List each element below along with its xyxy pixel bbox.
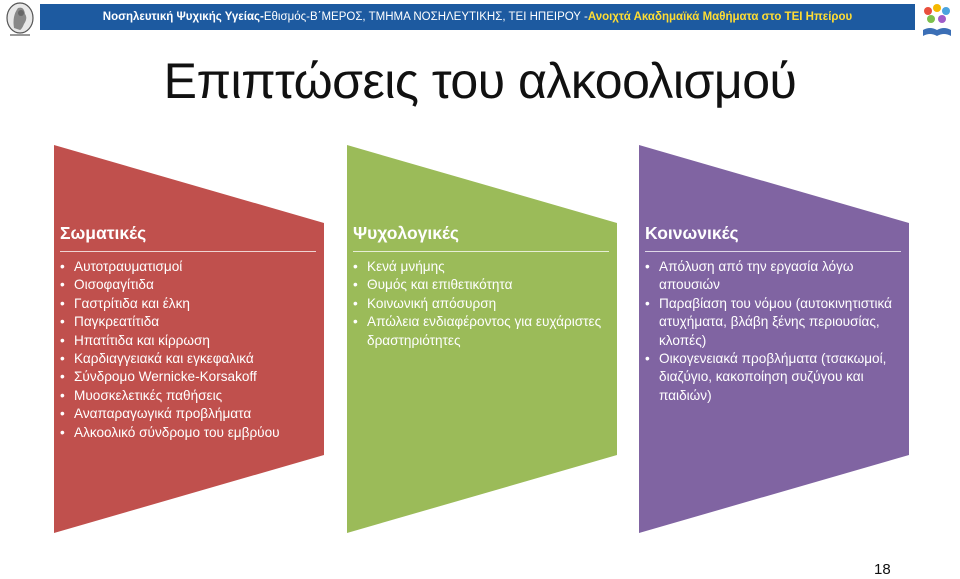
list-item: • Κενά μνήμης bbox=[353, 258, 609, 276]
list-item: • Αναπαραγωγικά προβλήματα bbox=[60, 405, 316, 423]
list-item: • Αλκοολικό σύνδρομο του εμβρύου bbox=[60, 424, 316, 442]
panel-psychological-heading: Ψυχολογικές bbox=[353, 223, 609, 252]
list-item: • Γαστρίτιδα και έλκη bbox=[60, 295, 316, 313]
list-item: • Αυτοτραυματισμοί bbox=[60, 258, 316, 276]
list-item: • Θυμός και επιθετικότητα bbox=[353, 276, 609, 294]
panel-physical bbox=[54, 145, 324, 533]
panel-social bbox=[639, 145, 909, 533]
page-number: 18 bbox=[874, 561, 891, 578]
panel-social-list bbox=[645, 258, 901, 405]
list-item: • Απώλεια ενδιαφέροντος για ευχάριστες δραστηριότητες bbox=[353, 313, 609, 350]
list-item: • Σύνδρομο Wernicke-Korsakoff bbox=[60, 368, 316, 386]
list-item: • Μυοσκελετικές παθήσεις bbox=[60, 387, 316, 405]
slide-title: Επιπτώσεις του αλκοολισμού bbox=[163, 53, 797, 109]
header-bar bbox=[40, 4, 915, 30]
header-course-title: Νοσηλευτική Ψυχικής Υγείας- bbox=[102, 11, 264, 23]
panel-physical-heading: Σωματικές bbox=[60, 223, 316, 252]
panel-psychological bbox=[347, 145, 617, 533]
list-item: • Καρδιαγγειακά και εγκεφαλικά bbox=[60, 350, 316, 368]
header-course-detail: Εθισμός-Β΄ΜΕΡΟΣ, ΤΜΗΜΑ ΝΟΣΗΛΕΥΤΙΚΗΣ, ΤΕΙ ΗΠΕΙΡΟΥ - bbox=[263, 11, 588, 23]
panel-psychological-list bbox=[353, 258, 609, 350]
list-item: • Οισοφαγίτιδα bbox=[60, 276, 316, 294]
list-item: • Παραβίαση του νόμου (αυτοκινητιστικά ατυχήματα, βλάβη ξένης περιουσίας, κλοπές) bbox=[645, 295, 901, 350]
list-item: • Απόλυση από την εργασία λόγω απουσιών bbox=[645, 258, 901, 295]
list-item: • Οικογενειακά προβλήματα (τσακωμοί, διαζύγιο, κακοποίηση συζύγου και παιδιών) bbox=[645, 350, 901, 405]
list-item: • Κοινωνική απόσυρση bbox=[353, 295, 609, 313]
list-item: • Ηπατίτιδα και κίρρωση bbox=[60, 332, 316, 350]
open-courses-logo bbox=[918, 2, 956, 40]
panel-social-heading: Κοινωνικές bbox=[645, 223, 901, 252]
header-program-name: Ανοιχτά Ακαδημαϊκά Μαθήματα στο ΤΕΙ Ηπείρου bbox=[587, 11, 853, 23]
university-seal-logo bbox=[4, 2, 36, 38]
list-item: • Παγκρεατίτιδα bbox=[60, 313, 316, 331]
panel-physical-list bbox=[60, 258, 316, 442]
